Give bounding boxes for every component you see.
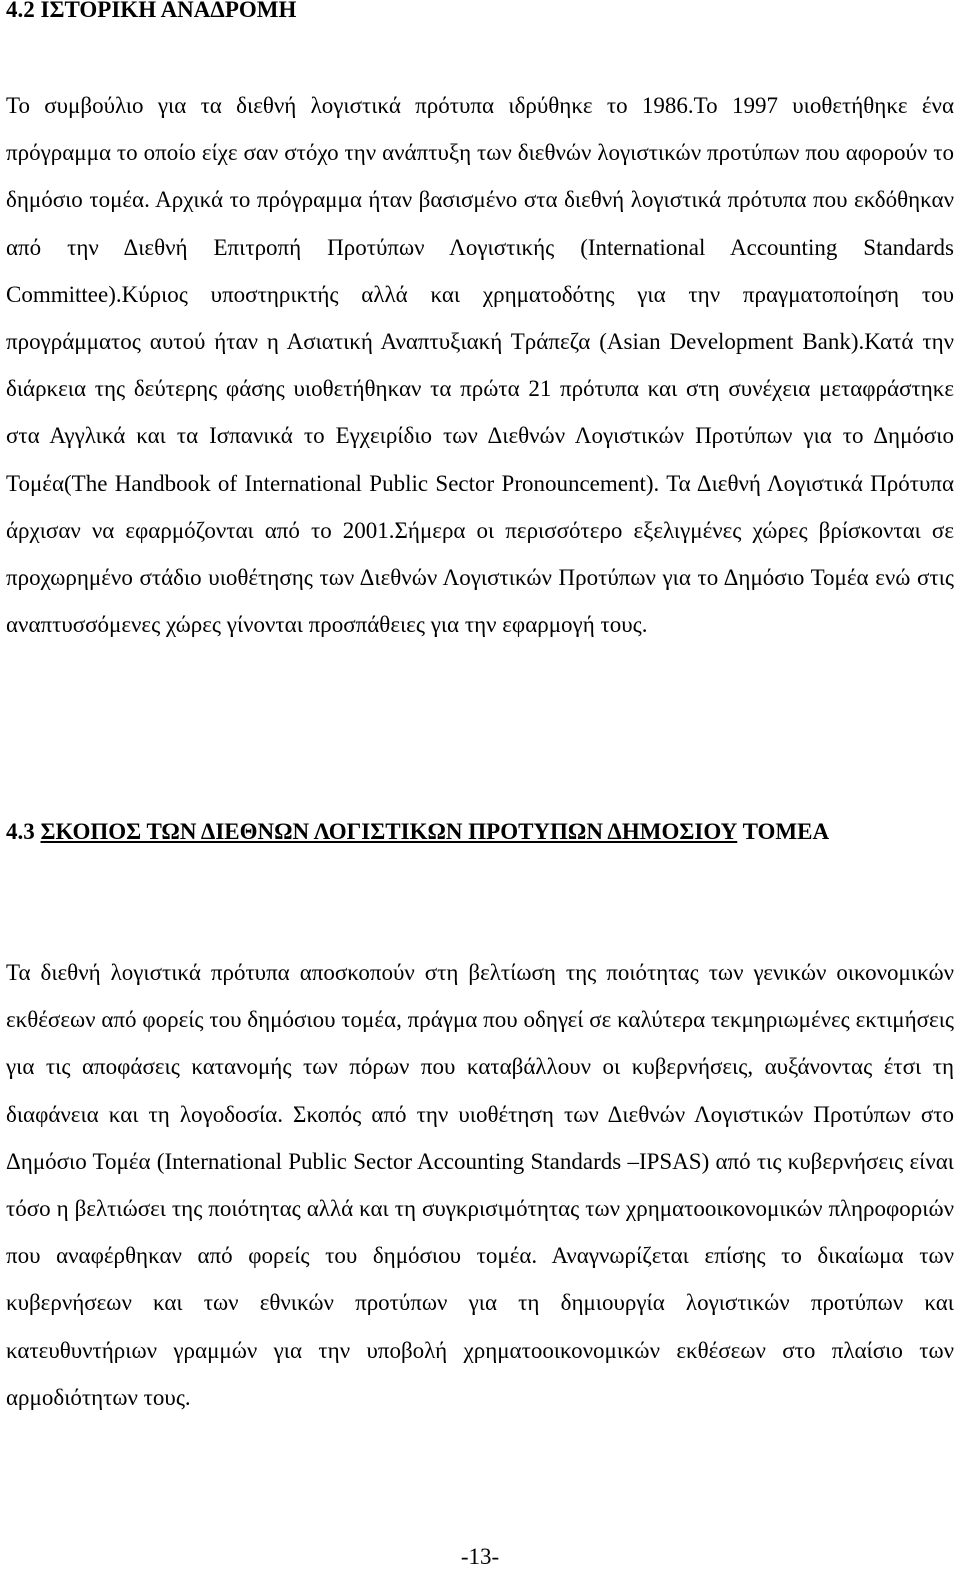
section-heading-historical-review: 4.2 ΙΣΤΟΡΙΚΗ ΑΝΑΔΡΟΜΗ <box>6 0 297 22</box>
section-heading-purpose-number: 4.3 <box>6 819 41 844</box>
paragraph-historical-review: Το συμβούλιο για τα διεθνή λογιστικά πρότυπα ιδρύθηκε το 1986.Το 1997 υιοθετήθηκε ένα πρόγραμμα το οποίο είχε σαν στόχο την ανάπτυξη των διεθνών λογιστικών προτύπων που αφορούν το δημόσιο τομέα. Αρχικά το πρόγραμμα ήταν βασισμένο στα διεθνή λογιστικά πρότυπα που εκδόθηκαν από την Διεθνή Επιτροπή Προτύπων Λογιστικής (International Accounting Standards Committee).Κύριος υποστηρικτής αλλά και χρηματοδότης για την πραγματοποίηση του προγράμματος αυτού ήταν η Ασιατική Αναπτυξιακή Τράπεζα (Asian Development Bank).Κατά την διάρκεια της δεύτερης φάσης υιοθετήθηκαν τα πρώτα 21 πρότυπα και στη συνέχεια μεταφράστηκε στα Αγγλικά και τα Ισπανικά το Εγχειρίδιο των Διεθνών Λογιστικών Προτύπων για το Δημόσιο Τομέα(The Handbook of International Public Sector Pronouncement). Τα Διεθνή Λογιστικά Πρότυπα άρχισαν να εφαρμόζονται από το 2001.Σήμερα οι περισσότερο εξελιγμένες χώρες βρίσκονται σε προχωρημένο στάδιο υιοθέτησης των Διεθνών Λογιστικών Προτύπων για το Δημόσιο Τομέα ενώ στις αναπτυσσόμενες χώρες γίνονται προσπάθειες για την εφαρμογή τους. <box>6 93 954 638</box>
section-heading-purpose-rest: ΤΟΜΕΑ <box>737 819 830 844</box>
page-number: -13- <box>460 1544 500 1569</box>
section-heading-purpose-underlined: ΣΚΟΠΟΣ ΤΩΝ ΔΙΕΘΝΩΝ ΛΟΓΙΣΤΙΚΩΝ ΠΡΟΤΥΠΩΝ ΔΗΜΟΣΙΟΥ <box>40 819 738 844</box>
section-heading-purpose <box>6 808 954 855</box>
paragraph-purpose: Τα διεθνή λογιστικά πρότυπα αποσκοπούν στη βελτίωση της ποιότητας των γενικών οικονομικών εκθέσεων από φορείς του δημόσιου τομέα, πράγμα που οδηγεί σε καλύτερα τεκμηριωμένες εκτιμήσεις για τις αποφάσεις κατανομής των πόρων που καταβάλλουν οι κυβερνήσεις, αυξάνοντας έτσι τη διαφάνεια και τη λογοδοσία. Σκοπός από την υιοθέτηση των Διεθνών Λογιστικών Προτύπων στο Δημόσιο Τομέα (International Public Sector Accounting Standards –IPSAS) από τις κυβερνήσεις είναι τόσο η βελτιώσει της ποιότητας αλλά και τη συγκρισιμότητας των χρηματοοικονομικών πληροφοριών που αναφέρθηκαν από φορείς του δημόσιου τομέα. Αναγνωρίζεται επίσης το δικαίωμα των κυβερνήσεων και των εθνικών προτύπων για τη δημιουργία λογιστικών προτύπων και κατευθυντήριων γραμμών για την υποβολή χρηματοοικονομικών εκθέσεων στο πλαίσιο των αρμοδιότητων τους. <box>6 960 954 1410</box>
